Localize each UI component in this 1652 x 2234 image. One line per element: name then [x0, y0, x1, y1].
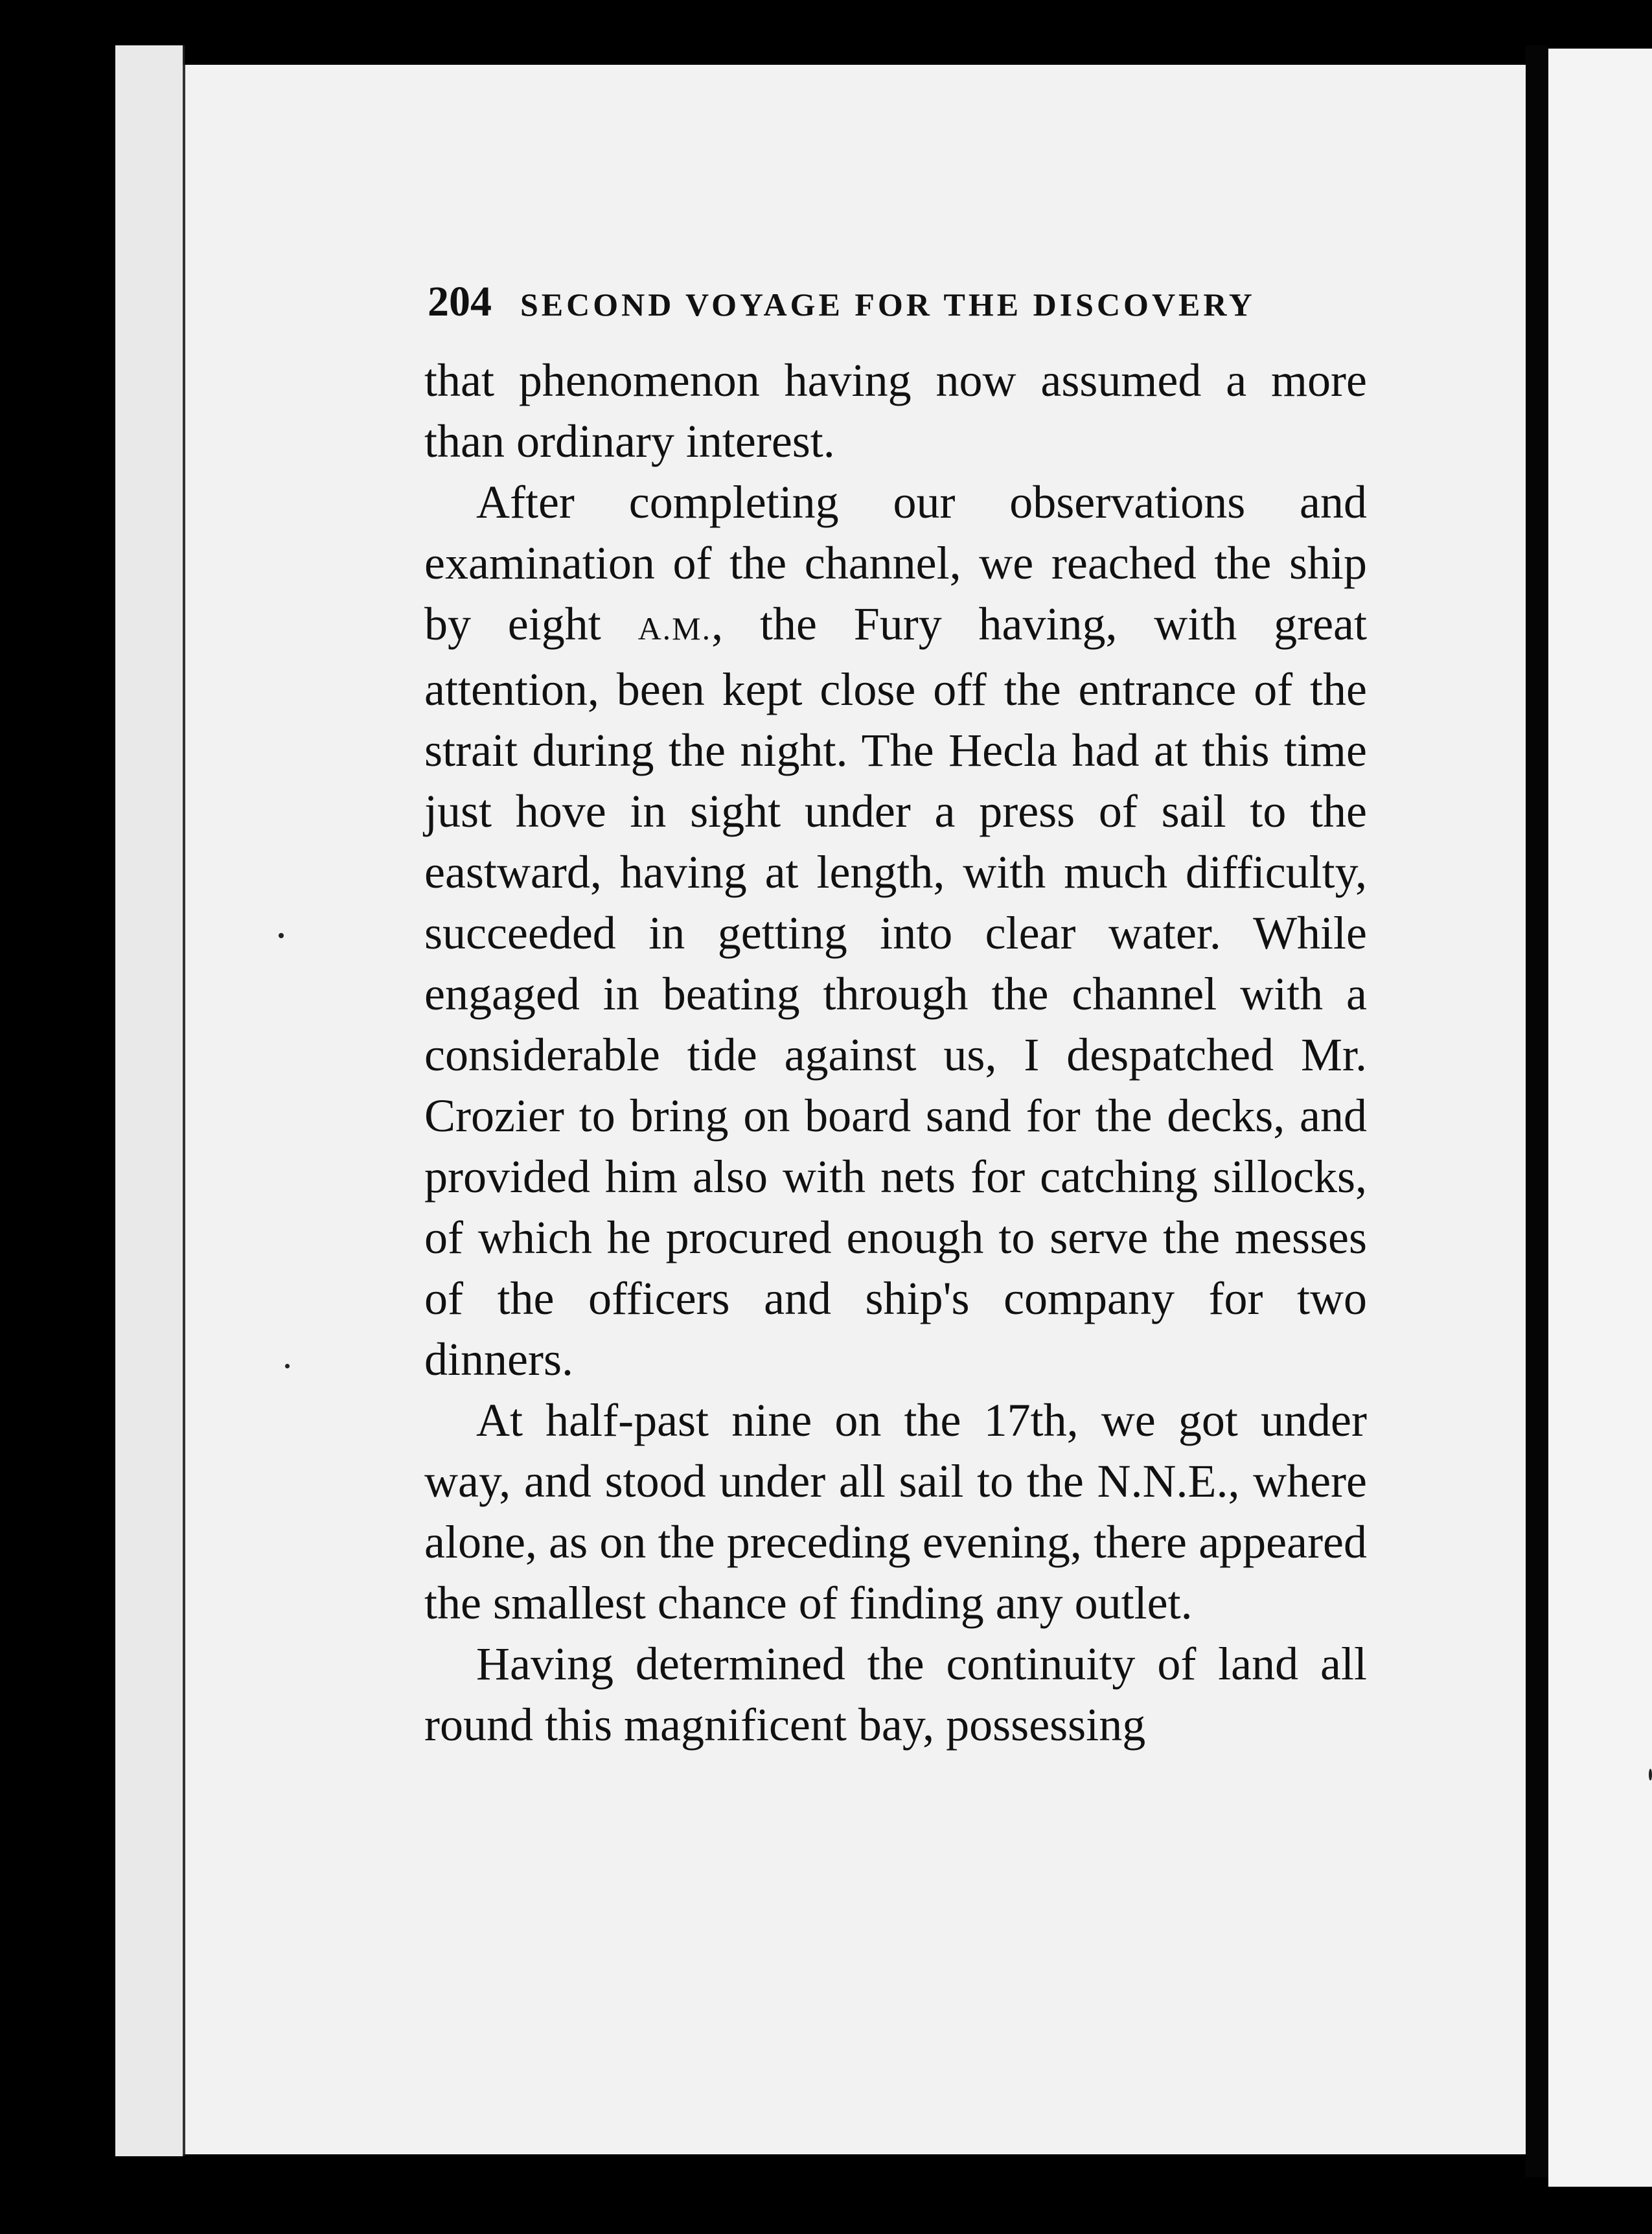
paragraph [424, 472, 1367, 1390]
scan-speck [1649, 1769, 1652, 1780]
paragraph-text: At half-past nine on the 17th, we got under way, and stood under all sail to the N.N.E., where alone, as on the preceding evening, there appeared the smallest chance of finding any outlet. [424, 1394, 1367, 1629]
facing-page [1548, 49, 1652, 2187]
body-text [424, 350, 1367, 1755]
paragraph [424, 1633, 1367, 1755]
paragraph-text: After completing our observations and examination of the channel, we reached the ship by eight [424, 476, 1367, 650]
book-gutter [1526, 45, 1548, 2177]
paragraph-text: , the Fury having, with great attention, been kept close off the entrance of the strait during the night. The Hecla had at this time just hove in sight under a press of sail to the eastward, having at length, with much difficulty, succeeded in getting into clear water. While engaged in beating through the channel with a considerable tide against us, I despatched Mr. Crozier to bring on board sand for the decks, and provided him also with nets for catching sillocks, of which he procured enough to serve the messes of the officers and ship's company for two dinners. [424, 598, 1368, 1385]
page-number: 204 [428, 278, 492, 325]
paragraph-text: Having determined the continuity of land all round this magnificent bay, possessing [424, 1638, 1367, 1751]
page-header [428, 277, 1322, 327]
paragraph [424, 350, 1367, 472]
running-head: SECOND VOYAGE FOR THE DISCOVERY [520, 286, 1256, 323]
paragraph-text: that phenomenon having now assumed a more than ordinary interest. [424, 354, 1367, 467]
scan-speck [285, 1364, 290, 1368]
paragraph [424, 1390, 1367, 1633]
time-abbreviation: A.M. [637, 610, 712, 647]
scan-speck [279, 933, 284, 938]
